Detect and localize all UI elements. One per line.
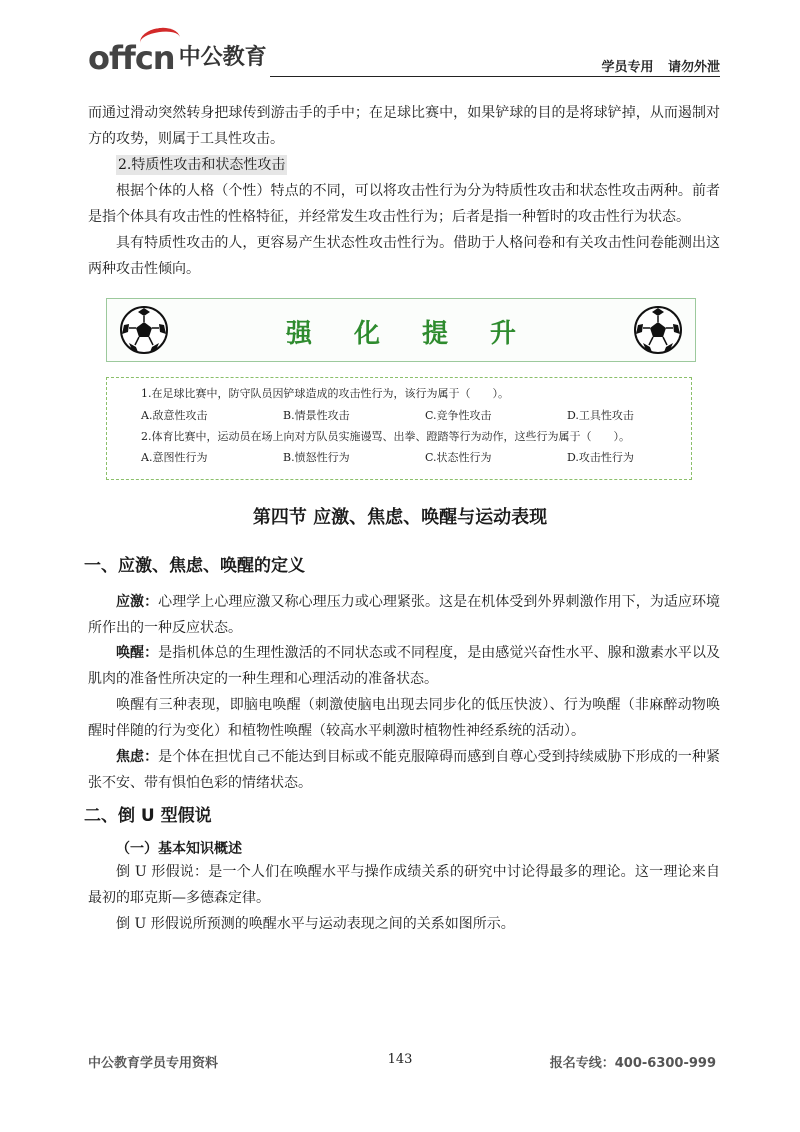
footer-label: 中公教育学员专用资料 xyxy=(88,1056,219,1071)
heading-inverted-u: 二、倒 U 型假说 xyxy=(84,806,212,826)
subheading-trait-state-aggression: 2.特质性攻击和状态性攻击 xyxy=(118,157,286,173)
banner-title: 强化提升 xyxy=(285,319,558,349)
practice-banner xyxy=(106,298,696,362)
term-stress: 应激： xyxy=(116,594,159,610)
logo-chinese-text: 中公教育 xyxy=(178,45,267,70)
page-number: 143 xyxy=(387,1052,413,1067)
term-anxiety: 焦虑： xyxy=(116,749,159,765)
paragraph-anxiety xyxy=(88,744,720,796)
header-confidential-note: 学员专用 请勿外泄 xyxy=(601,60,720,75)
logo-latin-text: offcn xyxy=(88,39,175,77)
anxiety-definition: 是个体在担忧自己不能达到目标或不能克服障碍而感到自尊心受到持续威胁下形成的一种紧张不安、带有惧怕色彩的情绪状态。 xyxy=(88,749,721,791)
footer-hotline: 报名专线：400-6300-999 xyxy=(549,1056,716,1071)
header-divider xyxy=(270,76,720,77)
question-1-option-d: D.工具性攻击 xyxy=(567,409,634,422)
question-2-option-c: C.状态性行为 xyxy=(425,451,492,464)
paragraph-trait-tendency: 具有特质性攻击的人，更容易产生状态性攻击性行为。借助于人格问卷和有关攻击性问卷能测出这两种攻击性倾向。 xyxy=(88,235,720,277)
question-2: 2.体育比赛中，运动员在场上向对方队员实施谩骂、出拳、蹬踏等行为动作，这些行为属于（ ）。 xyxy=(141,430,630,443)
paragraph-stress xyxy=(88,589,720,641)
practice-questions-box xyxy=(106,377,692,480)
section-title: 第四节 应激、焦虑、唤醒与运动表现 xyxy=(252,507,548,528)
heading-basic-knowledge: （一）基本知识概述 xyxy=(116,841,242,857)
paragraph-arousal-forms: 唤醒有三种表现，即脑电唤醒（刺激使脑电出现去同步化的低压快波）、行为唤醒（非麻醉动物唤醒时伴随的行为变化）和植物性唤醒（较高水平刺激时植物性神经系统的活动）。 xyxy=(88,697,720,739)
question-2-option-d: D.攻击性行为 xyxy=(567,451,634,464)
paragraph-inverted-u-definition: 倒 U 形假说：是一个人们在唤醒水平与操作成绩关系的研究中讨论得最多的理论。这一理论来自最初的耶克斯—多德森定律。 xyxy=(88,864,720,906)
paragraph-arousal xyxy=(88,640,720,692)
page-header xyxy=(88,32,720,80)
logo-arc-icon xyxy=(139,25,182,54)
stress-definition: 心理学上心理应激又称心理压力或心理紧张。这是在机体受到外界刺激作用下，为适应环境所作出的一种反应状态。 xyxy=(88,594,721,636)
question-2-option-b: B.愤怒性行为 xyxy=(283,451,350,464)
paragraph-inverted-u-figure: 倒 U 形假说所预测的唤醒水平与运动表现之间的关系如图所示。 xyxy=(116,916,515,932)
question-1-option-b: B.情景性攻击 xyxy=(283,409,350,422)
question-1: 1.在足球比赛中，防守队员因铲球造成的攻击性行为，该行为属于（ ）。 xyxy=(141,387,509,400)
term-arousal: 唤醒： xyxy=(116,645,159,661)
question-1-option-c: C.竞争性攻击 xyxy=(425,409,492,422)
paragraph-continuation: 而通过滑动突然转身把球传到游击手的手中；在足球比赛中，如果铲球的目的是将球铲掉，从而遏制对方的攻势，则属于工具性攻击。 xyxy=(88,105,720,147)
paragraph-trait-state: 根据个体的人格（个性）特点的不同，可以将攻击性行为分为特质性攻击和状态性攻击两种。前者是指个体具有攻击性的性格特征，并经常发生攻击性行为；后者是指一种暂时的攻击性行为状态。 xyxy=(88,183,720,225)
question-2-option-a: A.意图性行为 xyxy=(141,451,208,464)
arousal-definition: 是指机体总的生理性激活的不同状态或不同程度，是由感觉兴奋性水平、腺和激素水平以及肌肉的准备性所决定的一种生理和心理活动的准备状态。 xyxy=(88,645,721,687)
soccer-ball-icon xyxy=(633,305,683,355)
heading-definitions: 一、应激、焦虑、唤醒的定义 xyxy=(84,556,305,576)
question-1-option-a: A.敌意性攻击 xyxy=(141,409,208,422)
offcn-logo xyxy=(88,34,267,78)
